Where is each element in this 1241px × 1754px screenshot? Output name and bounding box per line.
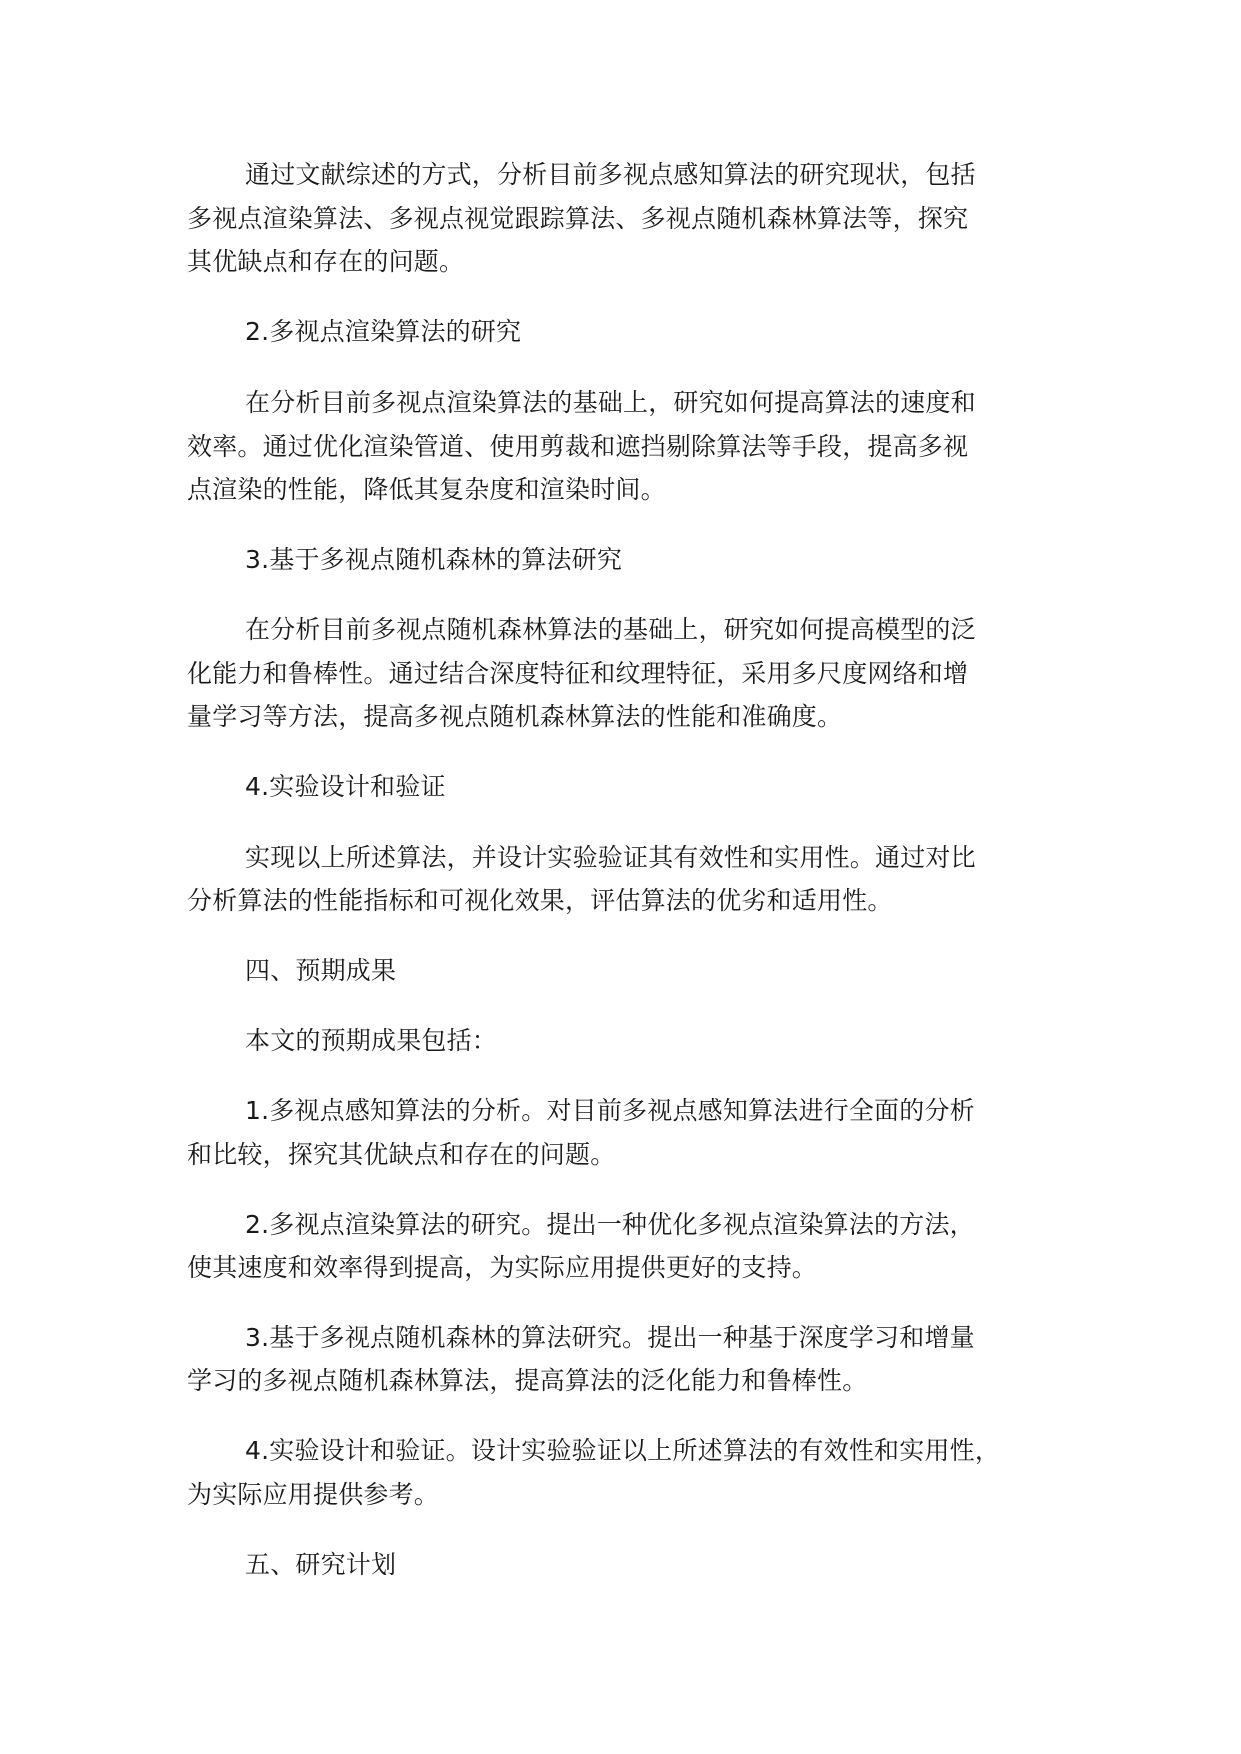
paragraph-line: 效率。通过优化渲染管道、使用剪裁和遮挡剔除算法等手段，提高多视 xyxy=(187,432,969,461)
paragraph-line: 点渲染的性能，降低其复杂度和渲染时间。 xyxy=(187,475,666,504)
paragraph-line: 分析算法的性能指标和可视化效果，评估算法的优劣和适用性。 xyxy=(187,886,893,915)
paragraph-line: 1.多视点感知算法的分析。对目前多视点感知算法进行全面的分析 xyxy=(245,1096,975,1125)
section-heading: 4.实验设计和验证 xyxy=(245,772,446,801)
paragraph-line: 在分析目前多视点渲染算法的基础上，研究如何提高算法的速度和 xyxy=(245,388,976,417)
paragraph-line: 其优缺点和存在的问题。 xyxy=(187,247,465,276)
paragraph-line: 通过文献综述的方式，分析目前多视点感知算法的研究现状，包括 xyxy=(245,160,976,189)
paragraph-line: 在分析目前多视点随机森林算法的基础上，研究如何提高模型的泛 xyxy=(245,615,976,644)
section-heading: 四、预期成果 xyxy=(245,956,397,985)
paragraph-line: 实现以上所述算法，并设计实验验证其有效性和实用性。通过对比 xyxy=(245,843,976,872)
section-heading: 2.多视点渲染算法的研究 xyxy=(245,317,522,346)
paragraph-line: 多视点渲染算法、多视点视觉跟踪算法、多视点随机森林算法等，探究 xyxy=(187,204,969,233)
paragraph-line: 使其速度和效率得到提高，为实际应用提供更好的支持。 xyxy=(187,1253,818,1282)
paragraph-line: 3.基于多视点随机森林的算法研究。提出一种基于深度学习和增量 xyxy=(245,1323,975,1352)
paragraph-line: 2.多视点渲染算法的研究。提出一种优化多视点渲染算法的方法， xyxy=(245,1210,975,1239)
section-heading: 3.基于多视点随机森林的算法研究 xyxy=(245,545,623,574)
paragraph-line: 和比较，探究其优缺点和存在的问题。 xyxy=(187,1140,616,1169)
paragraph-line: 学习的多视点随机森林算法，提高算法的泛化能力和鲁棒性。 xyxy=(187,1366,868,1395)
section-heading: 五、研究计划 xyxy=(245,1550,397,1579)
paragraph-line: 化能力和鲁棒性。通过结合深度特征和纹理特征，采用多尺度网络和增 xyxy=(187,659,969,688)
paragraph-line: 本文的预期成果包括： xyxy=(245,1026,498,1055)
paragraph-line: 4.实验设计和验证。设计实验验证以上所述算法的有效性和实用性， xyxy=(245,1436,1001,1465)
paragraph-line: 量学习等方法，提高多视点随机森林算法的性能和准确度。 xyxy=(187,702,843,731)
paragraph-line: 为实际应用提供参考。 xyxy=(187,1480,440,1509)
